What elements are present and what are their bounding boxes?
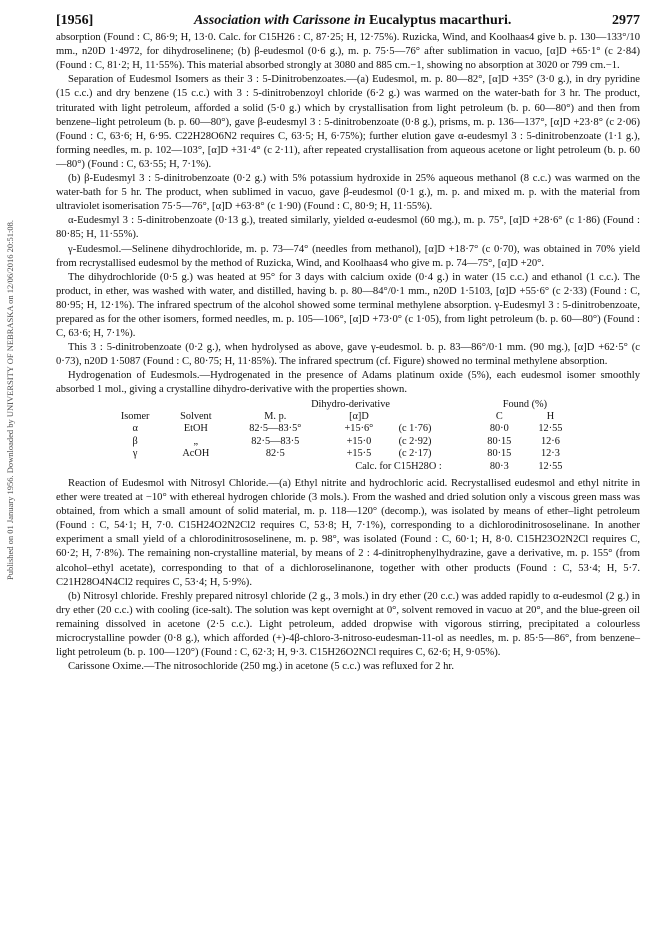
- paragraph-beta-hydrolysis: (b) β-Eudesmyl 3 : 5-dinitrobenzoate (0·2 g.) with 5% potassium hydroxide in 25% aqueous methanol (8 c.c.) was warmed on the water-bath for 5 hr. The product, when sublimed in vacuo, gave β-eudesmol (0·1 g.), m. p. and mixed m. p. with the material from ultraviolet isomerisation 75·5—76°, [α]D +63·8° (c 1·90) (Found : C, 80·9; H, 11·55%).: [56, 173, 640, 213]
- paragraph-nitrosyl-reaction: Reaction of Eudesmol with Nitrosyl Chloride.—(a) Ethyl nitrite and hydrochloric acid. Recrystallised eudesmol and ethyl nitrite in ether were treated at −10° with ethereal hydrogen chloride (3 mols.). From the washed and dried solution only a viscous green mass was obtained, from which a small amount of solid material, m. p. 118—120° (decomp.), was isolated by means of ether–light petroleum (Found : C, 54·1; H, 7·0. C15H24O2N2Cl2 requires C, 53·8; H, 7·1%), corresponding to a dichlorodinitrososelinane. In another experiment a small yield of a chlorodinitrososelinene, m. p. 98°, was isolated (Found : C, 60·1; H, 8·0. C15H23O2N2Cl requires C, 60·2; H, 7·8%). The remaining non-crystalline material, by means of 2 : 4-dinitrophenylhydrazine, gave a derivative, m. p. 155° (from alcohol–ethyl acetate), corresponding to that of a dichloroselinanone, together with other products (Found : C, 53·4; H, 5·7. C21H28O4N4Cl2 requires C, 53·4; H, 5·9%).: [56, 477, 640, 588]
- download-notice: Published on 01 January 1956. Downloaded by UNIVERSITY OF NEBRASKA on 12/06/2016 20:51:08.: [5, 220, 15, 580]
- running-header: [56, 14, 640, 28]
- calc-label: Calc. for C15H28O :: [355, 460, 442, 472]
- table-row: α EtOH 82·5—83·5° +15·6° (c 1·76) 80·0 12·55: [132, 423, 563, 435]
- paragraph-hydrogenation: Hydrogenation of Eudesmols.—Hydrogenated in the presence of Adams platinum oxide (5%), each eudesmol isomer smoothly absorbed 1 mol., giving a crystalline dihydro-derivative with the properties shown.: [56, 370, 640, 396]
- page-number: 2977: [611, 13, 640, 28]
- year: [1956]: [56, 13, 94, 28]
- col-header: Isomer: [120, 410, 150, 422]
- paragraph-nitrosyl-chloride: (b) Nitrosyl chloride. Freshly prepared nitrosyl chloride (2 g., 3 mols.) in dry ether (20 c.c.) was added rapidly to α-eudesmol (2 g.) in dry ether (20 c.c.) with cooling (ice-salt). The solution was kept overnight at 0°, solvent removed in vacuo at 20°, and the blue-green oil remaining dissolved in acetone (2·5 c.c.). Light petroleum, added dropwise with vigorous stirring, precipitated a colourless microcrystalline powder (0·8 g.), which afforded (+)-4β-chloro-3-nitroso-eudesman-11-ol as needles, m. p. 85·5—86°, from benzene–light petroleum (b. p. 100—120°) (Found : C, 62·3; H, 9·3. C15H26O2NCl requires C, 62·6; H, 9·05%).: [56, 590, 640, 659]
- paragraph-dinitrobenzoate: This 3 : 5-dinitrobenzoate (0·2 g.), when hydrolysed as above, gave γ-eudesmol. b. p. 83—86°/0·1 mm. (90 mg.), [α]D +62·5° (c 0·73), n20D 1·5087 (Found : C, 80·75; H, 11·85%). The infrared spectrum (cf. Figure) showed no terminal methylene absorption.: [56, 342, 640, 368]
- group-header-found: Found (%): [502, 398, 548, 410]
- paragraph-gamma-eudesmol: γ-Eudesmol.—Selinene dihydrochloride, m. p. 73—74° (needles from methanol), [α]D +18·7° (c 0·70), was obtained in 70% yield from recrystallised eudesmol by the method of Ruzicka, Wind, and Koolhaas4 who give m. p. 74—75°, [α]D +20°.: [56, 243, 640, 269]
- table-row: γ AcOH 82·5 +15·5 (c 2·17) 80·15 12·3: [132, 448, 560, 460]
- paragraph-absorption: absorption (Found : C, 86·9; H, 13·0. Calc. for C15H26 : C, 87·25; H, 12·75%). Ruzicka, Wind, and Koolhaas4 give b. p. 130—133°/10 mm., n20D 1·4972, for dihydroselinene; (b) β-eudesmol (0·6 g.), m. p. 75·5—76° after sublimation in vacuo, [α]D +65·1° (c 2·84) (Found : C, 81·2; H, 11·55%). This material absorbed strongly at 3080 and 885 cm.−1, showing no absorption at 3020 or 799 cm.−1.: [56, 32, 640, 72]
- paragraph-alpha-hydrolysis: α-Eudesmyl 3 : 5-dinitrobenzoate (0·13 g.), treated similarly, yielded α-eudesmol (60 mg.), m. p. 75°, [α]D +28·6° (c 1·86) (Found : 80·85; H, 11·55%).: [56, 215, 640, 241]
- paragraph-separation: Separation of Eudesmol Isomers as their 3 : 5-Dinitrobenzoates.—(a) Eudesmol, m. p. 80—82°, [α]D +35° (3·0 g.), in dry pyridine (15 c.c.) and dry benzene (15 c.c.) with 3 : 5-dinitrobenzoyl chloride (6·2 g.) was warmed on the water-bath for 3 hr. The product, triturated with light petroleum, afforded a solid (5·0 g.) which by crystallisation from light petroleum (b. p. 60—80°) and then from benzene–light petroleum (b. p. 60—80°), gave β-eudesmyl 3 : 5-dinitrobenzoate (0·8 g.), prisms, m. p. 136—137°, [α]D +23·8° (c 2·06) (Found : C, 63·6; H, 6·95. C22H28O6N2 requires C, 63·5; H, 6·75%); further elution gave α-eudesmyl 3 : 5-dinitrobenzoate (1·1 g.), forming needles, m. p. 102—103°, [α]D +31·4° (c 2·11), after repeated crystallisation from aqueous acetone or light petroleum (b. p. 60—80°) (Found : C, 63·55; H, 7·1%).: [56, 74, 640, 170]
- journal-page: [56, 14, 640, 674]
- group-header-dihydro: Dihydro-derivative: [311, 398, 390, 410]
- dihydro-derivative-table: [106, 399, 576, 473]
- col-header: [395, 411, 474, 423]
- table-header-row: [106, 411, 576, 423]
- col-header: H: [546, 410, 555, 422]
- col-header: Solvent: [180, 410, 212, 422]
- table-row: β „ 82·5—83·5 +15·0 (c 2·92) 80·15 12·6: [132, 435, 560, 447]
- calc-h: 12·55: [538, 460, 563, 472]
- col-header: M. p.: [264, 410, 287, 422]
- running-title: Association with Carissone in Eucalyptus macarthuri.: [193, 13, 512, 28]
- table-calc-row: [106, 461, 576, 473]
- paragraph-dihydrochloride: The dihydrochloride (0·5 g.) was heated at 95° for 3 days with calcium oxide (0·4 g.) in water (15 c.c.) and ethanol (1 c.c.). The product, in ether, was washed with water, and distilled, having b. p. 80—84°/0·1 mm., n20D 1·5103, [α]D +55·6° (c 2·33) (Found : C, 80·95; H, 12·1%). The infrared spectrum of the alcohol showed some terminal methylene absorption. γ-Eudesmyl 3 : 5-dinitrobenzoate, prepared as for the other isomers, formed needles, m. p. 105—106°, [α]D +73·0° (c 1·05), from light petroleum (b. p. 60—80°) (Found : C, 63·6; H, 7·1%).: [56, 271, 640, 340]
- col-header: [α]D: [349, 410, 369, 422]
- col-header: C: [495, 410, 503, 422]
- calc-c: 80·3: [489, 460, 509, 472]
- paragraph-carissone-oxime: Carissone Oxime.—The nitrosochloride (250 mg.) in acetone (5 c.c.) was refluxed for 2 hr.: [68, 661, 454, 673]
